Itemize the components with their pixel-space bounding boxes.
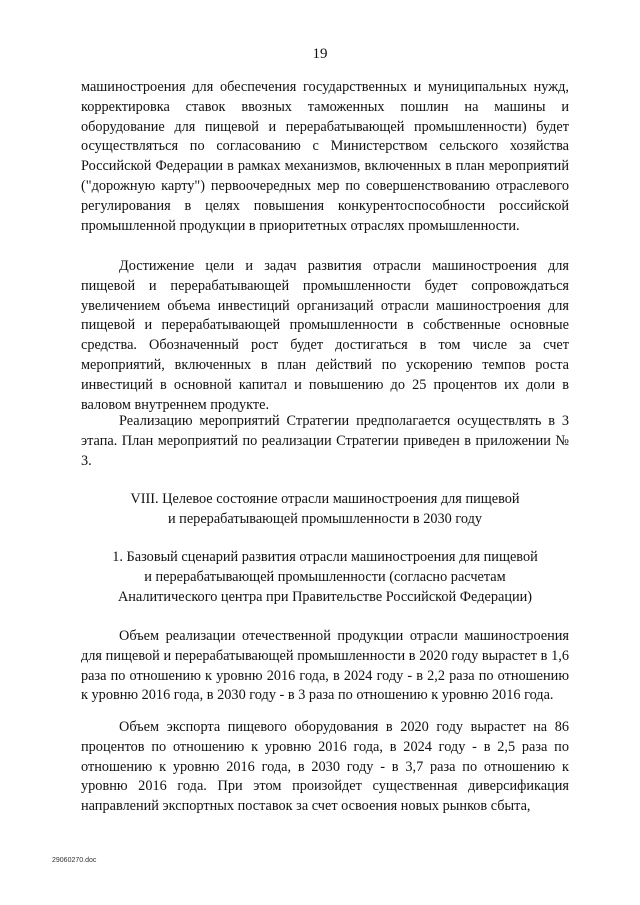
paragraph-2: [81, 257, 569, 415]
paragraph-5: [81, 718, 569, 817]
paragraph-1: [81, 78, 569, 236]
section-heading: [81, 489, 569, 529]
paragraph-4: [81, 627, 569, 706]
paragraph-3: [81, 412, 569, 471]
section-heading-line-2: и перерабатывающей промышленности в 2030 году: [167, 511, 483, 527]
paragraph-2-text: Достижение цели и задач развития отрасли машиностроения для пищевой и перерабатывающей промышленности будет сопровождаться увеличением объема инвестиций организаций отрасли машиностроения для пищевой и перерабатывающей промышленности в собственные основные средства. Обозначенный рост будет достигаться в том числе за счет мероприятий, включенных в план действий по ускорению темпов роста инвестиций в основной капитал и повышению до 25 процентов их доли в валовом внутреннем продукте.: [81, 258, 569, 413]
paragraph-5-text: Объем экспорта пищевого оборудования в 2020 году вырастет на 86 процентов по отношению к уровню 2016 года, в 2024 году - в 2,5 раза по отношению к уровню 2016 года, в 2030 году - в 3,7 раза по отношению к уровню 2016 года. При этом произойдет существенная диверсификация направлений экспортных поставок за счет освоения новых рынков сбыта,: [81, 719, 569, 815]
subsection-heading-line-3: Аналитического центра при Правительстве Российской Федерации): [117, 589, 533, 605]
subsection-heading-line-1: 1. Базовый сценарий развития отрасли машиностроения для пищевой: [112, 549, 538, 565]
paragraph-1-text: машиностроения для обеспечения государственных и муниципальных нужд, корректировка ставок ввозных таможенных пошлин на машины и оборудование для пищевой и перерабатывающей промышленности) будет осуществляться по согласованию с Министерством сельского хозяйства Российской Федерации в рамках механизмов, включенных в план мероприятий ("дорожную карту") первоочередных мер по совершенствованию отраслевого регулирования в целях повышения конкурентоспособности российской промышленной продукции в приоритетных отраслях промышленности.: [81, 79, 569, 234]
page-number: 19: [312, 46, 328, 62]
footer-file-code: 29060270.doc: [52, 857, 97, 864]
subsection-heading-line-2: и перерабатывающей промышленности (согласно расчетам: [144, 569, 506, 585]
paragraph-4-text: Объем реализации отечественной продукции отрасли машиностроения для пищевой и перерабатывающей промышленности в 2020 году вырастет в 1,6 раза по отношению к уровню 2016 года, в 2024 году - в 2,2 раза по отношению к уровню 2016 года, в 2030 году - в 3 раза по отношению к уровню 2016 года.: [81, 628, 569, 704]
paragraph-3-text: Реализацию мероприятий Стратегии предполагается осуществлять в 3 этапа. План мероприятий по реализации Стратегии приведен в приложении № 3.: [81, 413, 569, 469]
subsection-heading: [81, 547, 569, 607]
section-heading-line-1: VIII. Целевое состояние отрасли машиностроения для пищевой: [130, 491, 520, 507]
